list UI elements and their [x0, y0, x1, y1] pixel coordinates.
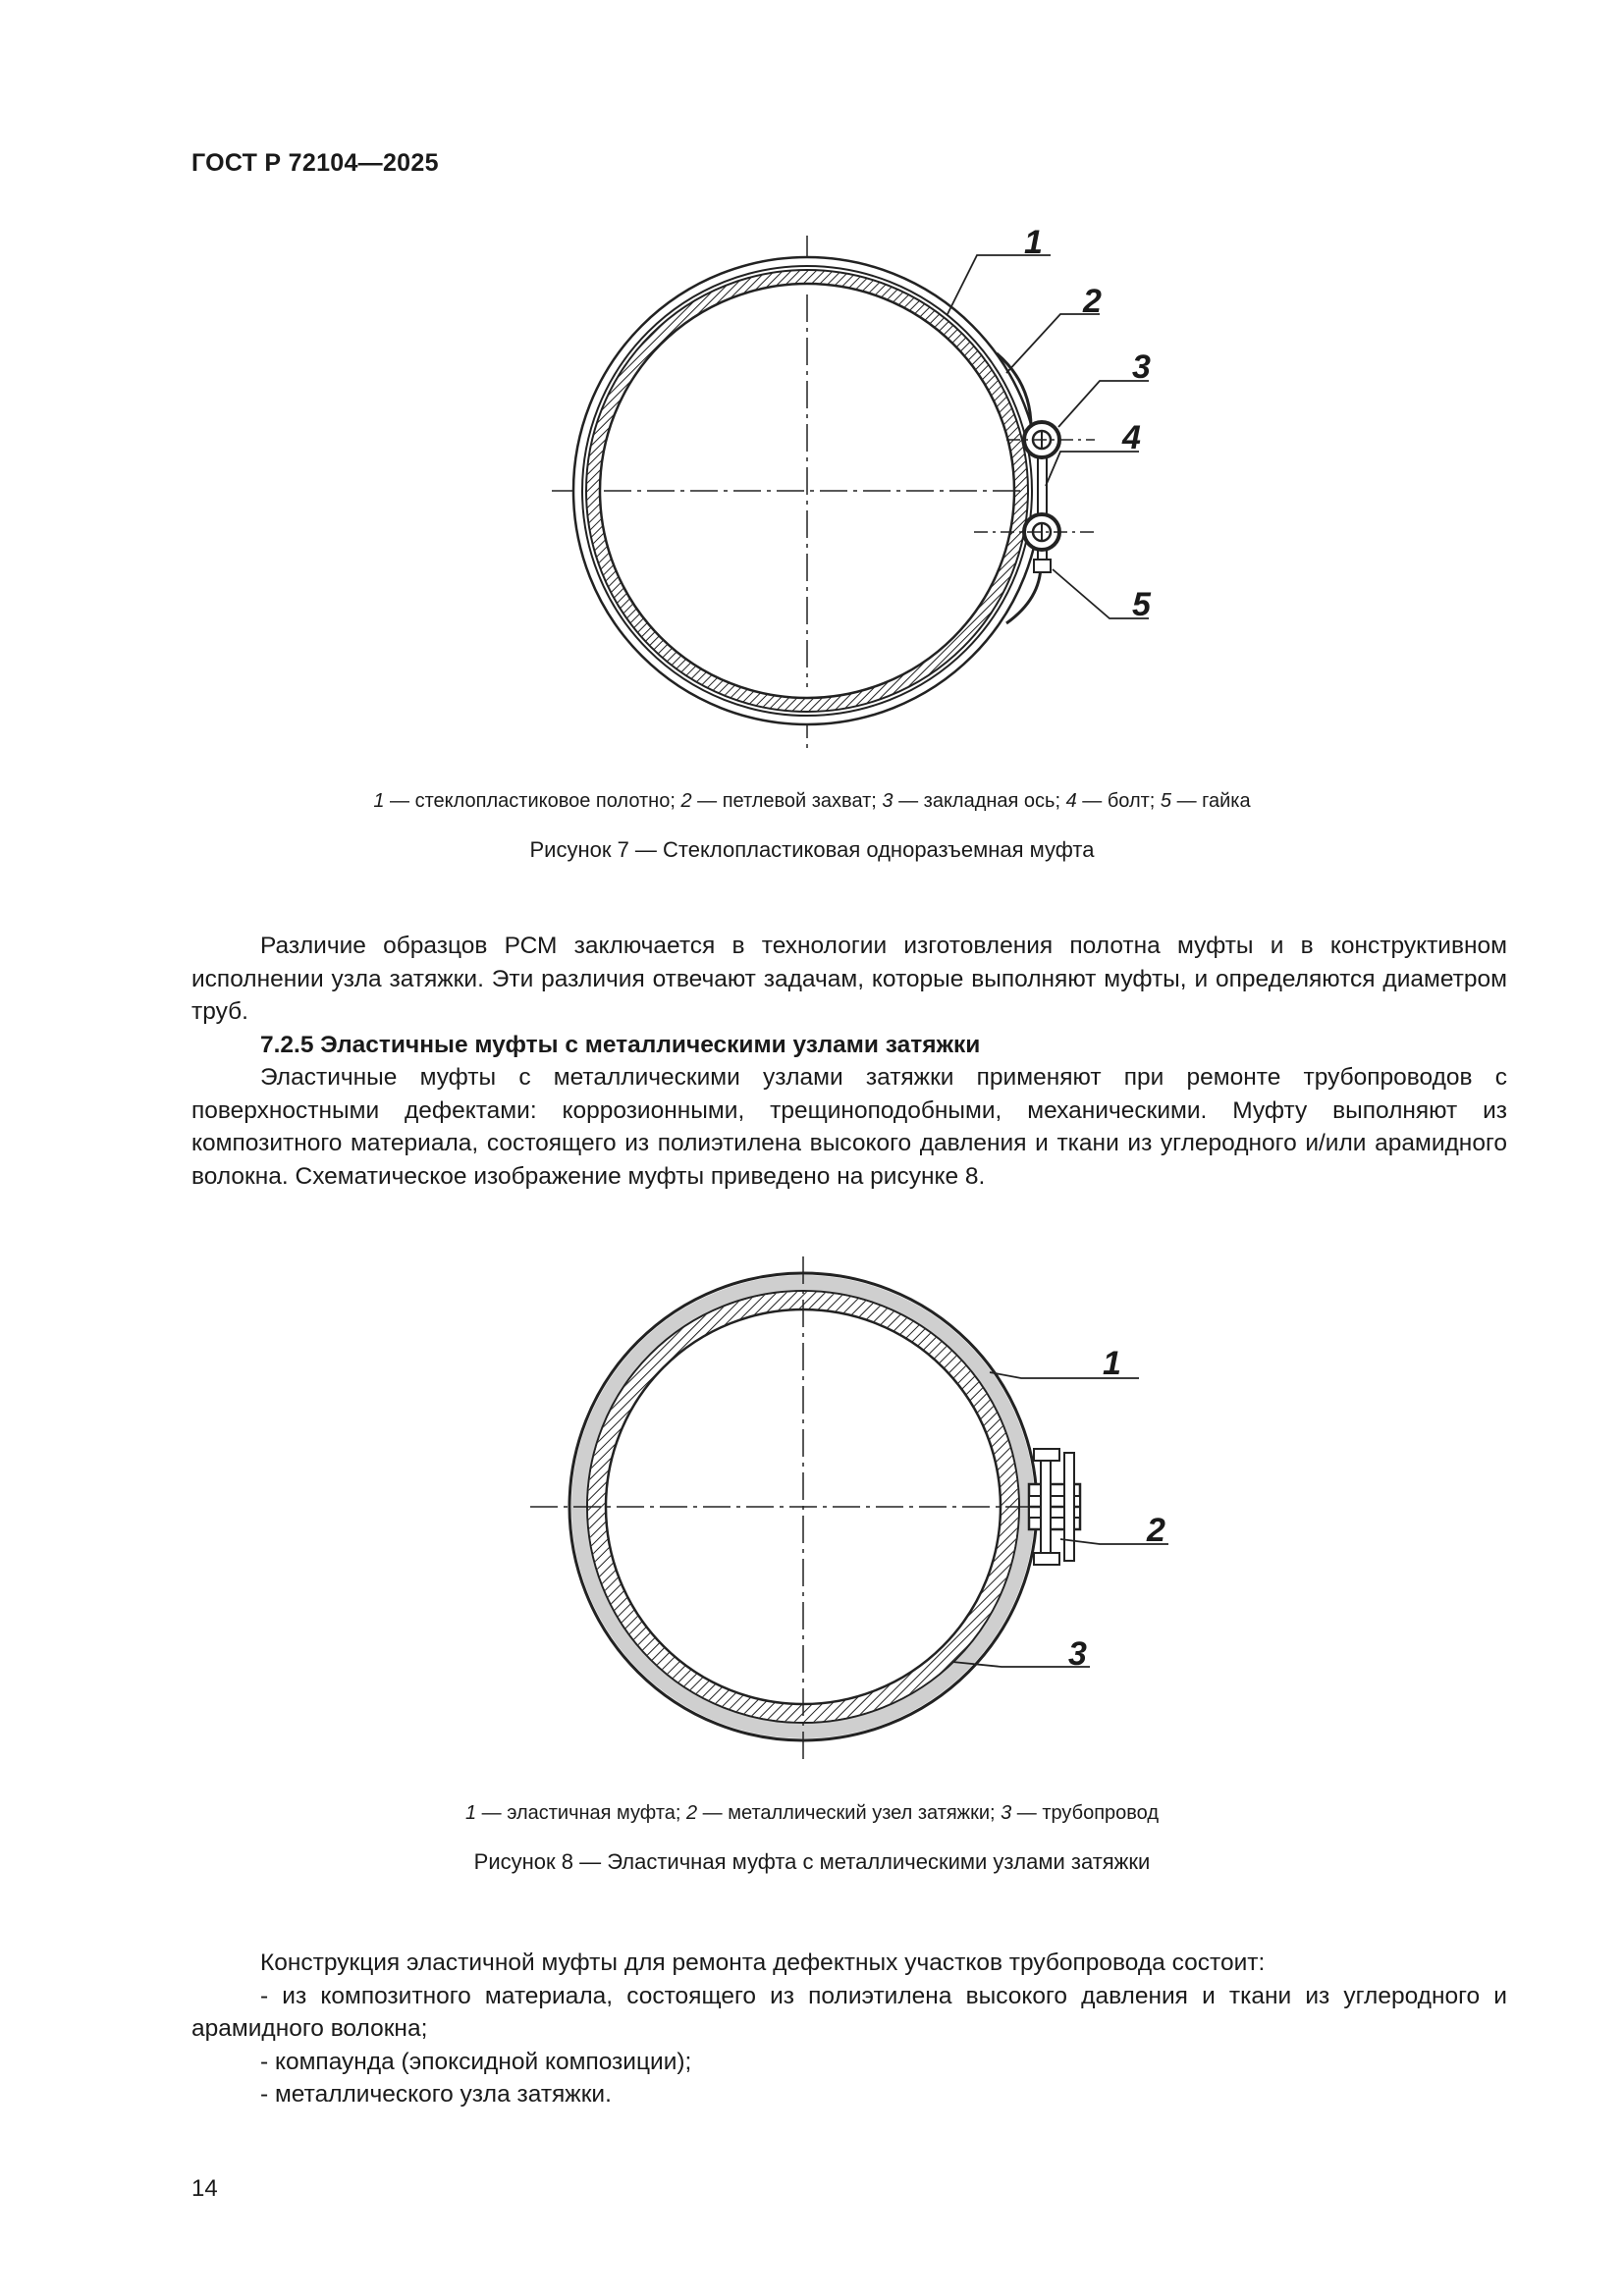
legend-num: 1 — [464, 1802, 477, 1824]
legend-num: 3 — [1001, 1802, 1012, 1824]
figure-8-legend — [0, 1802, 1624, 1825]
paragraph: Конструкция эластичной муфты для ремонта дефектных участков трубопровода состоит: — [260, 1949, 1266, 1976]
legend-text: — эластичная муфта; — [476, 1802, 686, 1824]
fig8-callout-1: 1 — [1103, 1345, 1121, 1382]
legend-text: — болт; — [1076, 790, 1161, 812]
figure-7-legend — [0, 790, 1624, 813]
legend-num: 1 — [373, 790, 385, 812]
fig7-callout-4: 4 — [1122, 419, 1141, 456]
paragraph: Различие образцов РСМ заключается в технологии изготовления полотна муфты и в конструктивном исполнении узла затяжки. Эти различия отвечают задачам, которые выполняют муфты, и определяются диаметром труб. — [191, 933, 1507, 1025]
legend-text: — петлевой захват; — [691, 790, 883, 812]
document-header: ГОСТ Р 72104—2025 — [191, 149, 439, 177]
legend-num: 2 — [686, 1802, 698, 1824]
legend-num: 2 — [680, 790, 692, 812]
fig7-callout-3: 3 — [1132, 348, 1151, 386]
paragraph: Эластичные муфты с металлическими узлами затяжки применяют при ремонте трубопроводов с поверхностными дефектами: коррозионными, трещиноподобными, механическими. Муфту выполняют из композитного материала, состоящего из полиэтилена высокого давления и ткани из углеродного и/или арамидного волокна. Схематическое изображение муфты приведено на рисунке 8. — [191, 1064, 1507, 1190]
figure-8-caption: Рисунок 8 — Эластичная муфта с металлическими узлами затяжки — [473, 1849, 1151, 1874]
figure-8-drawing — [530, 1256, 1198, 1767]
figure-7-caption: Рисунок 7 — Стеклопластиковая одноразъемная муфта — [529, 837, 1095, 862]
legend-text: — стеклопластиковое полотно; — [384, 790, 681, 812]
paragraph-block-2 — [191, 1947, 1507, 2111]
legend-text: — трубопровод — [1011, 1802, 1160, 1824]
legend-num: 3 — [882, 790, 893, 812]
fig7-callout-2: 2 — [1083, 283, 1102, 320]
page-number: 14 — [191, 2175, 218, 2202]
paragraph-block-1 — [191, 930, 1507, 1193]
list-item: - компаунда (эпоксидной композиции); — [260, 2048, 692, 2075]
legend-text: — гайка — [1171, 790, 1251, 812]
fig7-callout-5: 5 — [1132, 586, 1151, 623]
legend-num: 5 — [1160, 790, 1172, 812]
legend-text: — металлический узел затяжки; — [697, 1802, 1001, 1824]
list-item: - металлического узла затяжки. — [260, 2081, 612, 2108]
fig8-callout-3: 3 — [1068, 1635, 1087, 1673]
list-item: - из композитного материала, состоящего из полиэтилена высокого давления и ткани из углеродного и арамидного волокна; — [191, 1982, 1507, 2042]
fig7-callout-1: 1 — [1024, 226, 1043, 261]
fig8-callout-2: 2 — [1147, 1512, 1165, 1549]
legend-text: — закладная ось; — [893, 790, 1066, 812]
legend-num: 4 — [1065, 790, 1077, 812]
section-heading: 7.2.5 Эластичные муфты с металлическими узлами затяжки — [260, 1031, 981, 1058]
figure-7-drawing — [511, 226, 1198, 756]
